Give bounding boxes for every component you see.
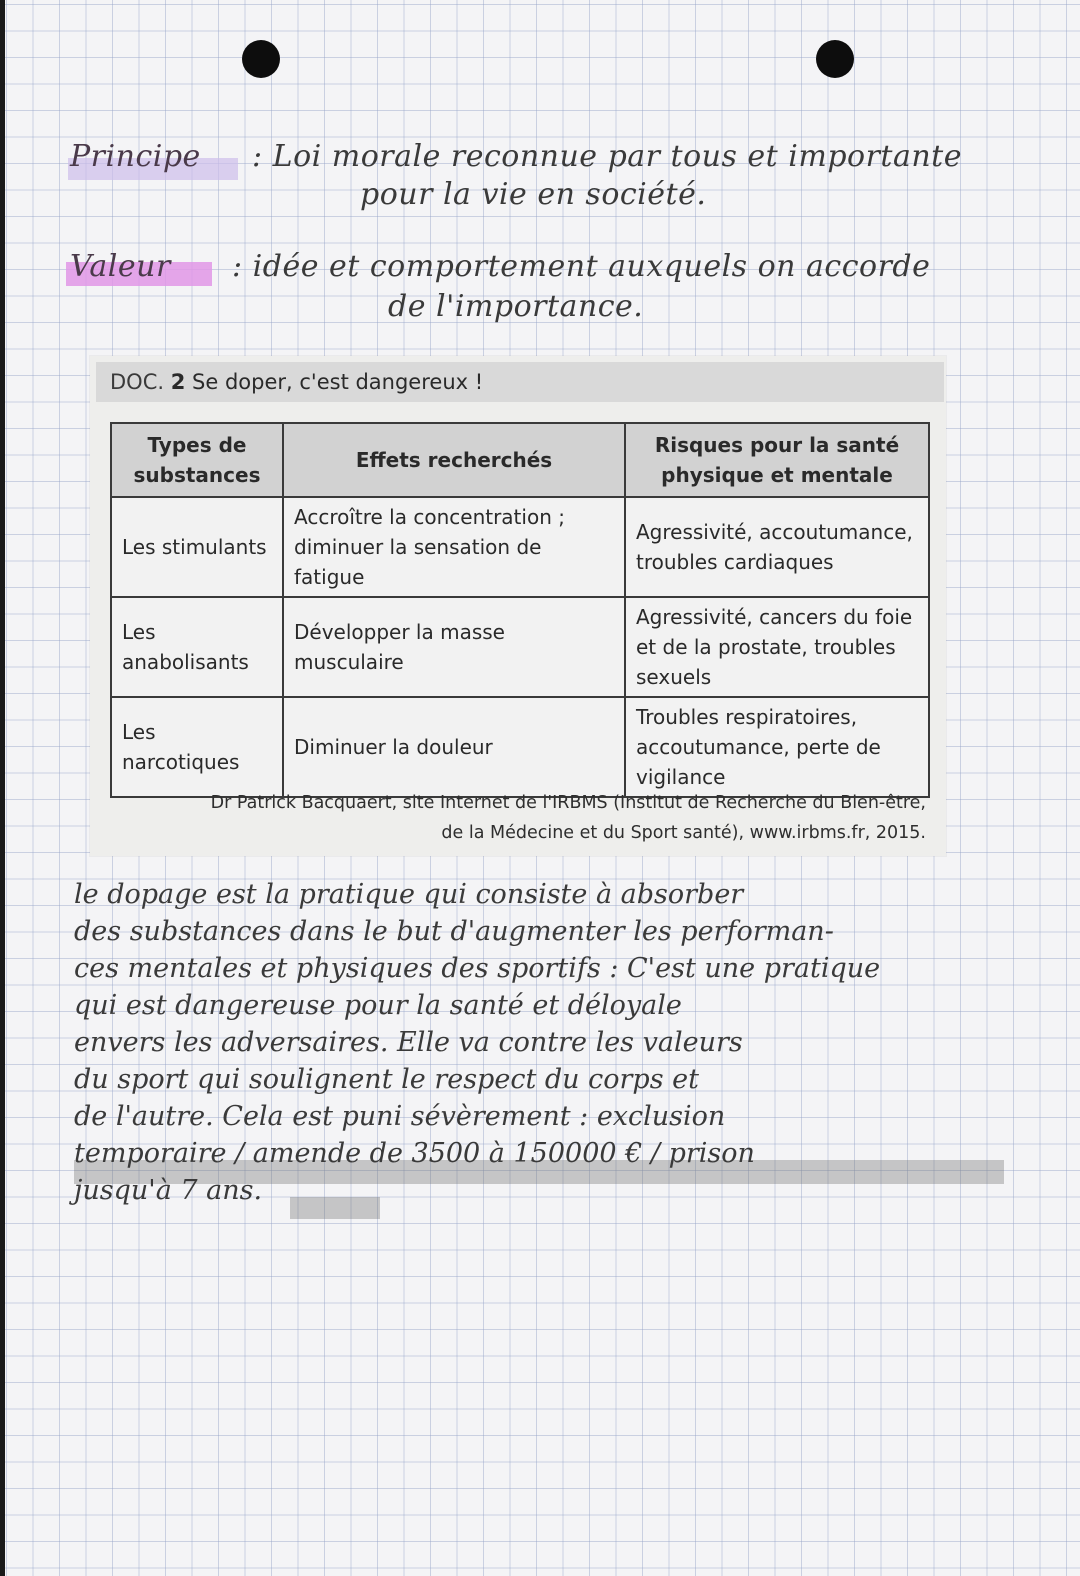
binder-hole-right [816,40,854,78]
term-valeur: Valeur [70,249,171,284]
source-line: Dr Patrick Bacquaert, site Internet de l'IRBMS (Institut de Recherche du Bien-être, [210,793,926,813]
note-line: le dopage est la pratique qui consiste à absorber [74,879,744,910]
doc-label: DOC. [110,370,165,394]
table-cell: Diminuer la douleur [283,697,625,797]
definition-valeur-line1: : idée et comportement auxquels on accorde [232,249,931,284]
table-cell: Agressivité, accoutumance, troubles cardiaques [625,497,929,597]
note-line: envers les adversaires. Elle va contre les valeurs [74,1027,743,1058]
note-line: ces mentales et physiques des sportifs : C'est une pratique [74,953,881,984]
binder-hole-left [242,40,280,78]
table-header-row [111,423,929,497]
table-cell: Développer la masse musculaire [283,597,625,697]
note-line: jusqu'à 7 ans. [74,1175,263,1206]
table-cell: Les narcotiques [111,697,283,797]
definition-valeur-line2: de l'importance. [388,289,644,324]
table-row [111,497,929,597]
source-line: de la Médecine et du Sport santé), www.irbms.fr, 2015. [441,823,926,843]
table-row [111,597,929,697]
note-line: des substances dans le but d'augmenter les performan- [74,916,834,947]
definition-principe-line1: : Loi morale reconnue par tous et importante [252,139,962,174]
substances-table [110,422,930,798]
doc-source-citation [110,788,926,848]
column-header: Risques pour la santé physique et mentale [625,423,929,497]
doc-number: 2 [170,370,186,394]
column-header: Types de substances [111,423,283,497]
note-line: qui est dangereuse pour la santé et déloyale [74,990,682,1021]
table-cell: Les anabolisants [111,597,283,697]
table-row [111,697,929,797]
column-header: Effets recherchés [283,423,625,497]
doc-title: Se doper, c'est dangereux ! [192,370,484,394]
note-line: du sport qui soulignent le respect du corps et [74,1064,699,1095]
notebook-margin-edge [0,0,5,1576]
handwritten-notes-dopage [74,876,1054,1209]
definition-principe-line2: pour la vie en société. [360,177,707,212]
note-line: de l'autre. Cela est puni sévèrement : exclusion [74,1101,726,1132]
term-principe: Principe [70,139,201,174]
doc-title-bar [96,362,944,402]
table-cell: Accroître la concentration ; diminuer la sensation de fatigue [283,497,625,597]
table-cell: Troubles respiratoires, accoutumance, perte de vigilance [625,697,929,797]
table-cell: Les stimulants [111,497,283,597]
note-line: temporaire / amende de 3500 à 150000 € / prison [74,1138,755,1169]
table-cell: Agressivité, cancers du foie et de la prostate, troubles sexuels [625,597,929,697]
